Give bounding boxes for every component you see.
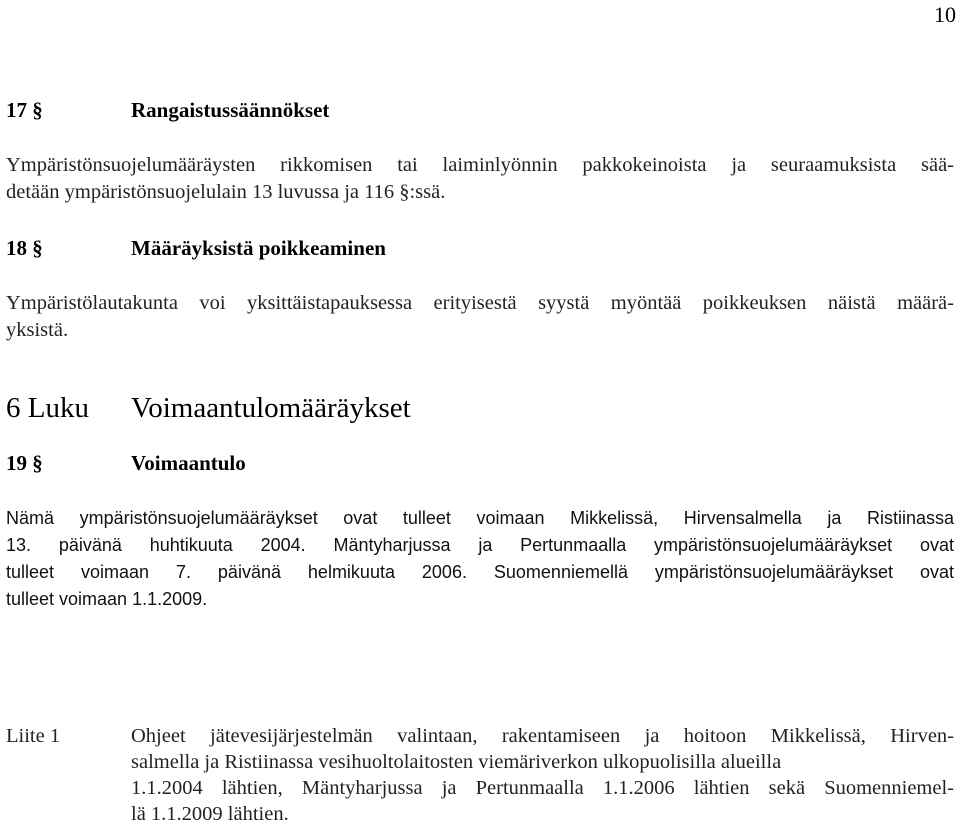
section-19-text-line-2: 13. päivänä huhtikuuta 2004. Mäntyharjussa ja Pertunmaalla ympäristönsuojelumääräykset ovat xyxy=(6,535,954,555)
appendix-text-line-3: 1.1.2004 lähtien, Mäntyharjussa ja Pertunmaalla 1.1.2006 lähtien sekä Suomenniemel- xyxy=(131,777,954,799)
appendix-text-line-2: salmella ja Ristiinassa vesihuoltolaitosten viemäriverkon ulkopuolisilla alueilla xyxy=(131,751,782,773)
section-17-text-line-1: Ympäristönsuojelumääräysten rikkomisen tai laiminlyönnin pakkokeinoista ja seuraamuksista sää- xyxy=(6,154,954,176)
section-19-text-line-4: tulleet voimaan 1.1.2009. xyxy=(6,589,208,609)
appendix-text-line-1: Ohjeet jätevesijärjestelmän valintaan, rakentamiseen ja hoitoon Mikkelissä, Hirven- xyxy=(131,725,954,747)
section-19-text-line-1: Nämä ympäristönsuojelumääräykset ovat tulleet voimaan Mikkelissä, Hirvensalmella ja Ristiinassa xyxy=(6,508,954,528)
section-19-title: Voimaantulo xyxy=(131,451,246,475)
section-17-number: 17 § xyxy=(6,98,43,122)
section-17-title: Rangaistussäännökset xyxy=(131,98,330,122)
section-18-title: Määräyksistä poikkeaminen xyxy=(131,236,386,260)
chapter-title: Voimaantulomääräykset xyxy=(131,392,411,424)
section-19-number: 19 § xyxy=(6,451,43,475)
page-number: 10 xyxy=(934,2,956,27)
section-18-text-line-1: Ympäristölautakunta voi yksittäistapauksessa erityisestä syystä myöntää poikkeuksen näistä määrä- xyxy=(6,292,954,314)
section-18-text-line-2: yksistä. xyxy=(6,319,69,341)
chapter-number: 6 Luku xyxy=(6,392,89,424)
section-18-number: 18 § xyxy=(6,236,43,260)
section-19-text-line-3: tulleet voimaan 7. päivänä helmikuuta 2006. Suomenniemellä ympäristönsuojelumääräykset ovat xyxy=(6,562,954,582)
section-17-text-line-2: detään ympäristönsuojelulain 13 luvussa ja 116 §:ssä. xyxy=(6,181,446,203)
appendix-label: Liite 1 xyxy=(6,725,61,747)
appendix-text-line-4: lä 1.1.2009 lähtien. xyxy=(131,803,289,825)
